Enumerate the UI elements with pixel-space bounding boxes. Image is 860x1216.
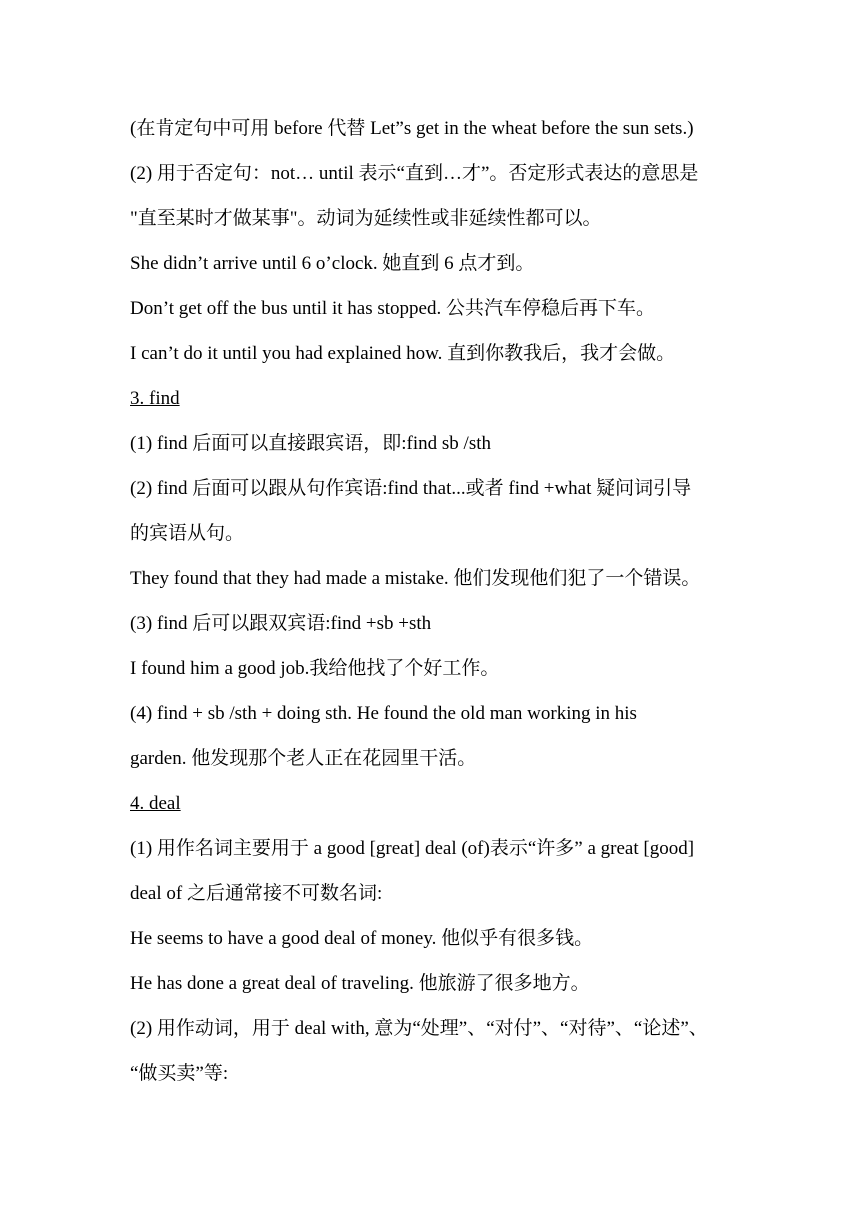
text-line: (1) find 后面可以直接跟宾语，即:find sb /sth <box>130 433 491 454</box>
example-sentence: He seems to have a good deal of money. 他似乎有很多钱。 <box>130 928 594 949</box>
text-line: (3) find 后可以跟双宾语:find +sb +sth <box>130 613 432 634</box>
example-sentence: They found that they had made a mistake. 他们发现他们犯了一个错误。 <box>130 568 701 589</box>
example-sentence: I found him a good job.我给他找了个好工作。 <box>130 658 500 679</box>
text-line: deal of 之后通常接不可数名词: <box>130 883 383 904</box>
text-line: “做买卖”等: <box>130 1063 229 1084</box>
document-body <box>130 106 750 1096</box>
text-line: "直至某时才做某事"。动词为延续性或非延续性都可以。 <box>130 208 602 229</box>
text-line: (2) 用作动词，用于 deal with, 意为“处理”、“对付”、“对待”、“论述”、 <box>130 1018 708 1039</box>
text-line: (1) 用作名词主要用于 a good [great] deal (of)表示“许多” a great [good] <box>130 838 695 859</box>
example-sentence: I can’t do it until you had explained how. 直到你教我后，我才会做。 <box>130 343 676 364</box>
text-line: 的宾语从句。 <box>130 523 245 544</box>
section-heading-find: 3. find <box>130 388 180 409</box>
text-line: (4) find + sb /sth + doing sth. He found the old man working in his <box>130 703 637 724</box>
section-heading-deal: 4. deal <box>130 793 181 814</box>
text-line: (2) 用于否定句：not… until 表示“直到…才”。否定形式表达的意思是 <box>130 163 699 184</box>
example-sentence: She didn’t arrive until 6 o’clock. 她直到 6 点才到。 <box>130 253 535 274</box>
text-line: (在肯定句中可用 before 代替 Let”s get in the wheat before the sun sets.) <box>130 118 694 139</box>
example-sentence: Don’t get off the bus until it has stopped. 公共汽车停稳后再下车。 <box>130 298 655 319</box>
text-line: (2) find 后面可以跟从句作宾语:find that...或者 find +what 疑问词引导 <box>130 478 692 499</box>
example-sentence: He has done a great deal of traveling. 他旅游了很多地方。 <box>130 973 590 994</box>
text-line: garden. 他发现那个老人正在花园里干活。 <box>130 748 477 769</box>
